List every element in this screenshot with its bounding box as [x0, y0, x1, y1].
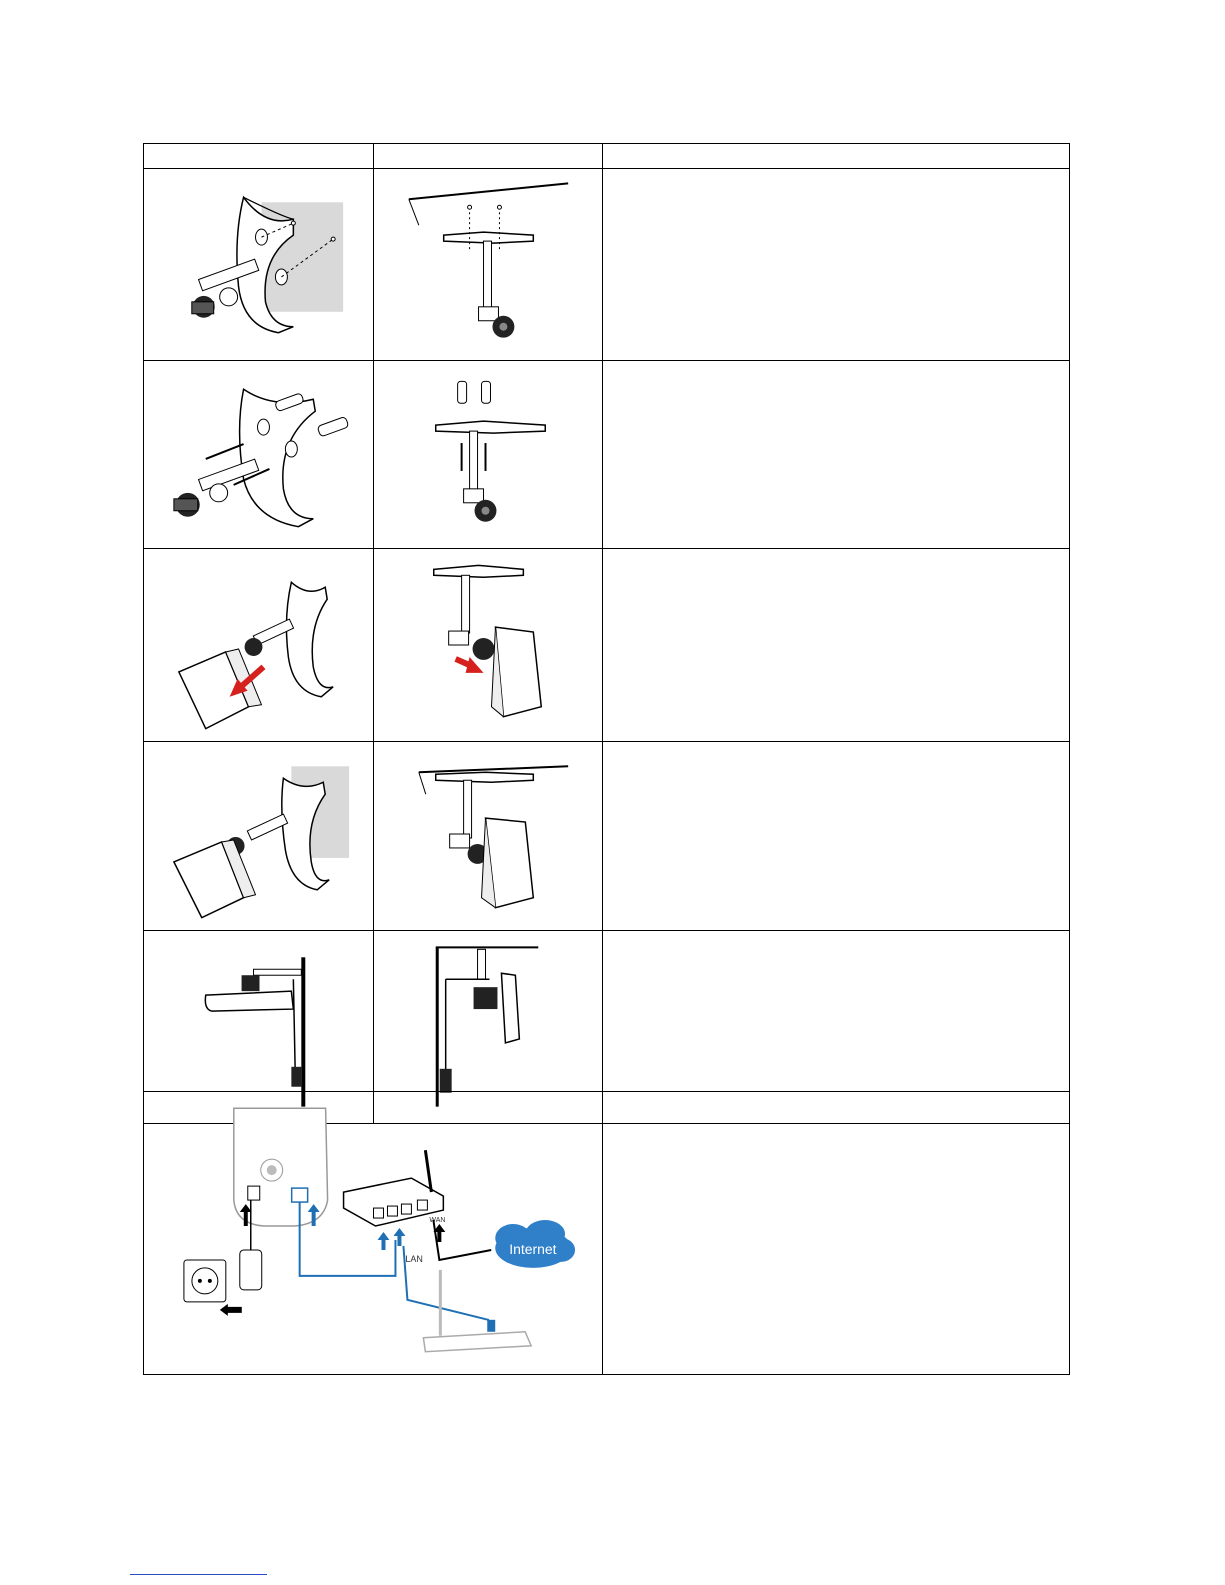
footnote-separator [130, 1574, 267, 1575]
step-3-description [603, 549, 1070, 742]
wall-cable-routing-image [144, 939, 373, 1115]
network-connection-diagram [144, 1100, 602, 1366]
wall-attach-camera-illustration [144, 549, 374, 742]
wall-mounted-camera-image [144, 750, 373, 922]
header-description [603, 144, 1070, 169]
ceiling-attach-camera-illustration [374, 549, 603, 742]
table-row [144, 169, 1070, 361]
ceiling-bracket-marking-image [374, 177, 602, 352]
wall-bracket-marking-illustration [144, 169, 374, 361]
ceiling-bracket-screws-illustration [374, 361, 603, 549]
ceiling-attach-camera-image [374, 557, 602, 733]
step-2-description [603, 361, 1070, 549]
wall-attach-camera-image [144, 557, 373, 733]
lan-label: LAN [405, 1253, 423, 1264]
wall-mounted-camera-illustration [144, 742, 374, 931]
wall-bracket-screws-illustration [144, 361, 374, 549]
ceiling-mounted-camera-illustration [374, 742, 603, 931]
step-1-description [603, 169, 1070, 361]
header-ceiling-mount [374, 144, 603, 169]
ceiling-cable-routing-image [374, 939, 602, 1115]
connection-diagram-cell [144, 1092, 603, 1375]
ceiling-bracket-screws-image [374, 369, 602, 540]
wan-label: WAN [429, 1217, 446, 1225]
table-row [144, 361, 1070, 549]
table-row [144, 549, 1070, 742]
lan-arrow-1 [377, 1232, 389, 1250]
wall-bracket-screws-image [144, 369, 373, 540]
wall-bracket-marking-image [144, 177, 373, 352]
ceiling-bracket-marking-illustration [374, 169, 603, 361]
internet-cloud-label: Internet [509, 1240, 557, 1257]
table-row [144, 1092, 1070, 1375]
mounting-steps-table [143, 143, 1070, 1124]
connection-description [603, 1092, 1070, 1375]
table-row [144, 742, 1070, 931]
step-4-description [603, 742, 1070, 931]
ceiling-mounted-camera-image [374, 750, 602, 922]
header-wall-mount [144, 144, 374, 169]
table-header-row [144, 144, 1070, 169]
power-arrow-left [220, 1304, 242, 1316]
connection-table [143, 1091, 1070, 1375]
